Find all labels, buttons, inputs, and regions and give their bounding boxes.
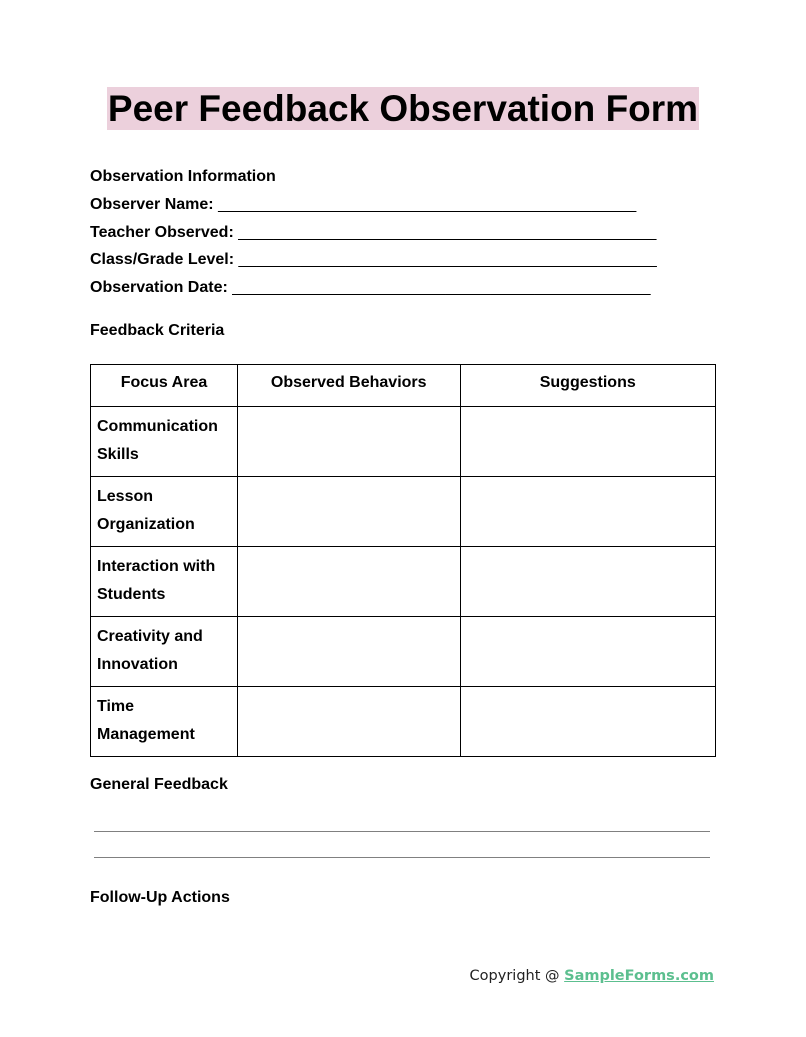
observed-behaviors-cell[interactable] (237, 547, 460, 617)
observation-date-label: Observation Date: (90, 279, 228, 296)
column-header-focus-area: Focus Area (91, 365, 238, 407)
table-row (91, 617, 716, 687)
focus-area-cell: Interaction with Students (91, 547, 238, 617)
focus-area-cell: Creativity and Innovation (91, 617, 238, 687)
copyright-text: Copyright @ (469, 968, 565, 984)
column-header-observed-behaviors: Observed Behaviors (237, 365, 460, 407)
observer-name-label: Observer Name: (90, 196, 214, 213)
observer-name-blank[interactable]: _______________________________________________ (218, 196, 637, 213)
focus-area-cell: Time Management (91, 687, 238, 757)
observation-date-field[interactable] (90, 278, 651, 298)
general-feedback-line-2[interactable] (94, 857, 710, 858)
table-row (91, 687, 716, 757)
class-grade-label: Class/Grade Level: (90, 251, 235, 268)
feedback-criteria-table (90, 364, 716, 757)
table-row (91, 547, 716, 617)
observation-info-heading: Observation Information (90, 168, 276, 185)
observed-behaviors-cell[interactable] (237, 687, 460, 757)
observed-behaviors-cell[interactable] (237, 407, 460, 477)
observed-behaviors-cell[interactable] (237, 477, 460, 547)
general-feedback-heading: General Feedback (90, 776, 228, 793)
class-grade-blank[interactable]: _______________________________________________ (238, 251, 657, 268)
table-row (91, 477, 716, 547)
observed-behaviors-cell[interactable] (237, 617, 460, 687)
sampleforms-link[interactable]: SampleForms.com (564, 968, 714, 984)
teacher-observed-label: Teacher Observed: (90, 224, 234, 241)
suggestions-cell[interactable] (460, 477, 716, 547)
teacher-observed-blank[interactable]: _______________________________________________ (238, 224, 657, 241)
observation-date-blank[interactable]: _______________________________________________ (232, 279, 651, 296)
observer-name-field[interactable] (90, 195, 636, 215)
focus-area-cell: Lesson Organization (91, 477, 238, 547)
general-feedback-line-1[interactable] (94, 831, 710, 832)
title-wrapper (0, 87, 806, 130)
focus-area-cell: Communication Skills (91, 407, 238, 477)
suggestions-cell[interactable] (460, 407, 716, 477)
suggestions-cell[interactable] (460, 687, 716, 757)
teacher-observed-field[interactable] (90, 223, 656, 243)
copyright-footer (470, 968, 714, 984)
follow-up-actions-heading: Follow-Up Actions (90, 889, 230, 906)
suggestions-cell[interactable] (460, 547, 716, 617)
class-grade-field[interactable] (90, 250, 657, 270)
suggestions-cell[interactable] (460, 617, 716, 687)
feedback-criteria-heading: Feedback Criteria (90, 322, 225, 339)
table-row (91, 407, 716, 477)
column-header-suggestions: Suggestions (460, 365, 716, 407)
table-header-row (91, 365, 716, 407)
page-title: Peer Feedback Observation Form (107, 88, 699, 129)
